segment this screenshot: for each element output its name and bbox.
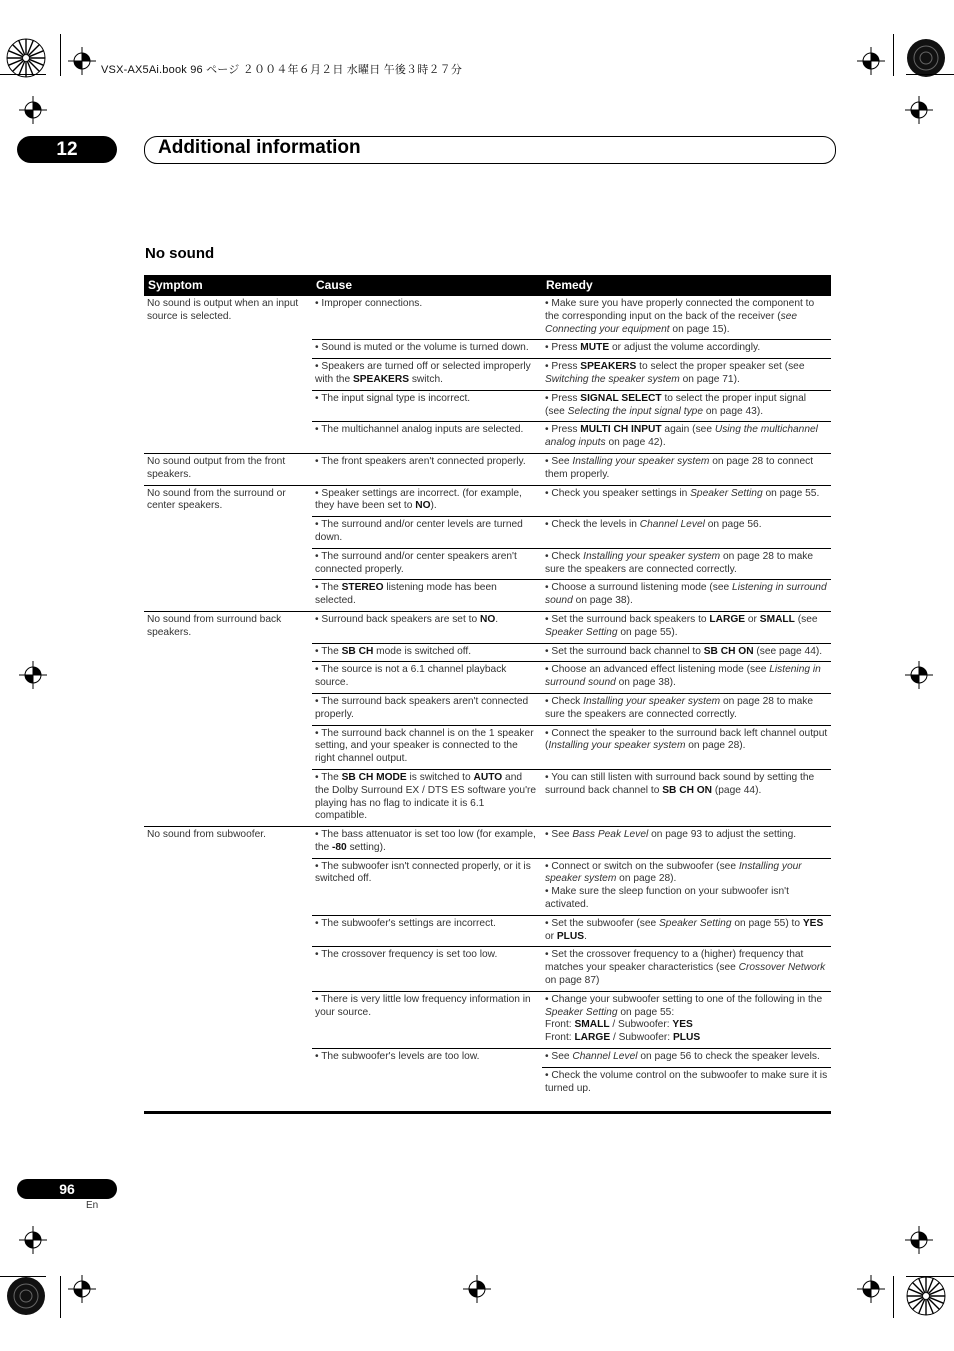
cause-cell: • Surround back speakers are set to NO. xyxy=(312,611,542,643)
troubleshooting-table xyxy=(144,275,831,1099)
symptom-cell: No sound from surround back speakers. xyxy=(144,611,312,826)
remedy-cell: • Connect or switch on the subwoofer (see Installing your speaker system on page 28). • Make sure the sleep function on your subwoofer isn't activated. xyxy=(542,858,831,915)
remedy-cell: • Press SIGNAL SELECT to select the proper input signal (see Selecting the input signal type on page 43). xyxy=(542,390,831,422)
chapter-number-badge: 12 xyxy=(17,136,117,163)
cause-cell: • Speakers are turned off or selected improperly with the SPEAKERS switch. xyxy=(312,359,542,391)
remedy-cell: • Set the surround back channel to SB CH ON (see page 44). xyxy=(542,643,831,662)
cause-cell: • The SB CH MODE is switched to AUTO and the Dolby Surround EX / DTS ES software you're playing has no flag to indicate it is 6.1 compatible. xyxy=(312,769,542,826)
crosshair-mark-icon xyxy=(19,661,47,689)
cause-cell: • The bass attenuator is set too low (for example, the -80 setting). xyxy=(312,827,542,859)
table-bottom-rule xyxy=(144,1111,831,1114)
remedy-cell: • See Installing your speaker system on page 28 to connect them properly. xyxy=(542,453,831,485)
remedy-cell: • Check Installing your speaker system on page 28 to make sure the speakers are connected correctly. xyxy=(542,693,831,725)
remedy-cell: • Set the surround back speakers to LARGE or SMALL (see Speaker Setting on page 55). xyxy=(542,611,831,643)
header-symptom: Symptom xyxy=(144,275,312,296)
header-remedy: Remedy xyxy=(542,275,831,296)
cause-cell: • Speaker settings are incorrect. (for example, they have been set to NO). xyxy=(312,485,542,517)
crosshair-mark-icon xyxy=(857,1275,885,1303)
header-cause: Cause xyxy=(312,275,542,296)
symptom-cell: No sound from subwoofer. xyxy=(144,827,312,1100)
remedy-cell: • Change your subwoofer setting to one of the following in the Speaker Setting on page 55: Front: SMALL / Subwoofer: YES Front: LARGE / Subwoofer: PLUS xyxy=(542,991,831,1048)
table-row xyxy=(144,827,831,859)
registration-starburst-icon xyxy=(6,38,46,78)
registration-starburst-icon xyxy=(906,1276,946,1316)
cause-cell: • There is very little low frequency information in your source. xyxy=(312,991,542,1048)
table-header-row xyxy=(144,275,831,296)
symptom-cell: No sound from the surround or center speakers. xyxy=(144,485,312,611)
cause-cell: • The front speakers aren't connected properly. xyxy=(312,453,542,485)
cause-cell: • The subwoofer's levels are too low. xyxy=(312,1049,542,1100)
cause-cell: • The subwoofer isn't connected properly, or it is switched off. xyxy=(312,858,542,915)
crosshair-mark-icon xyxy=(19,1226,47,1254)
registration-solid-circle-icon xyxy=(6,1276,46,1316)
crosshair-mark-icon xyxy=(857,47,885,75)
remedy-cell: • Press MULTI CH INPUT again (see Using the multichannel analog inputs on page 42). xyxy=(542,422,831,454)
cause-cell: • The crossover frequency is set too low. xyxy=(312,947,542,991)
table-row xyxy=(144,453,831,485)
table-row xyxy=(144,296,831,340)
cause-cell: • The input signal type is incorrect. xyxy=(312,390,542,422)
remedy-cell: • See Bass Peak Level on page 93 to adjust the setting. xyxy=(542,827,831,859)
cause-cell: • The surround back speakers aren't connected properly. xyxy=(312,693,542,725)
remedy-cell: • Check the volume control on the subwoofer to make sure it is turned up. xyxy=(542,1067,831,1099)
cause-cell: • The STEREO listening mode has been selected. xyxy=(312,580,542,612)
symptom-cell: No sound output from the front speakers. xyxy=(144,453,312,485)
table-row xyxy=(144,611,831,643)
book-file-header: VSX-AX5Ai.book 96 ページ ２００４年６月２日 水曜日 午後３時２７分 xyxy=(101,64,463,76)
symptom-cell: No sound is output when an input source is selected. xyxy=(147,298,299,322)
cause-cell: • The surround and/or center levels are turned down. xyxy=(312,517,542,549)
table-row xyxy=(144,485,831,517)
registration-solid-circle-icon xyxy=(906,38,946,78)
cause-cell: • The SB CH mode is switched off. xyxy=(312,643,542,662)
remedy-cell: • See Channel Level on page 56 to check the speaker levels. xyxy=(542,1049,831,1068)
cause-cell: • The surround back channel is on the 1 speaker setting, and your speaker is connected to the right channel output. xyxy=(312,725,542,769)
cause-cell: • The multichannel analog inputs are selected. xyxy=(312,422,542,454)
remedy-cell: • Set the subwoofer (see Speaker Setting on page 55) to YES or PLUS. xyxy=(542,915,831,947)
crosshair-mark-icon xyxy=(463,1275,491,1303)
remedy-cell: • Press SPEAKERS to select the proper speaker set (see Switching the speaker system on page 71). xyxy=(542,359,831,391)
remedy-cell: • You can still listen with surround back sound by setting the surround back channel to SB CH ON (page 44). xyxy=(542,769,831,826)
crosshair-mark-icon xyxy=(19,96,47,124)
chapter-title: Additional information xyxy=(158,137,361,158)
cause-cell: • The surround and/or center speakers aren't connected properly. xyxy=(312,548,542,580)
remedy-cell: • Connect the speaker to the surround back left channel output (Installing your speaker system on page 28). xyxy=(542,725,831,769)
crosshair-mark-icon xyxy=(68,1275,96,1303)
remedy-cell: • Choose a surround listening mode (see Listening in surround sound on page 38). xyxy=(542,580,831,612)
remedy-cell: • Make sure you have properly connected the component to the corresponding input on the back of the receiver (see Connecting your equipment on page 15). xyxy=(545,298,815,335)
remedy-cell: • Check the levels in Channel Level on page 56. xyxy=(542,517,831,549)
remedy-cell: • Choose an advanced effect listening mode (see Listening in surround sound on page 38). xyxy=(542,662,831,694)
crosshair-mark-icon xyxy=(68,47,96,75)
page-number-badge: 96 xyxy=(17,1179,117,1199)
remedy-cell: • Check Installing your speaker system on page 28 to make sure the speakers are connected correctly. xyxy=(542,548,831,580)
crosshair-mark-icon xyxy=(905,96,933,124)
remedy-cell: • Set the crossover frequency to a (higher) frequency that matches your speaker characteristics (see Crossover Network on page 87) xyxy=(542,947,831,991)
cause-cell: • The source is not a 6.1 channel playback source. xyxy=(312,662,542,694)
cause-cell: • Sound is muted or the volume is turned down. xyxy=(312,340,542,359)
remedy-cell: • Check you speaker settings in Speaker Setting on page 55. xyxy=(542,485,831,517)
cause-cell: • Improper connections. xyxy=(315,298,423,309)
crosshair-mark-icon xyxy=(905,661,933,689)
cause-cell: • The subwoofer's settings are incorrect. xyxy=(312,915,542,947)
language-code: En xyxy=(86,1200,99,1211)
section-title: No sound xyxy=(145,245,215,262)
remedy-cell: • Press MUTE or adjust the volume accordingly. xyxy=(542,340,831,359)
crosshair-mark-icon xyxy=(905,1226,933,1254)
